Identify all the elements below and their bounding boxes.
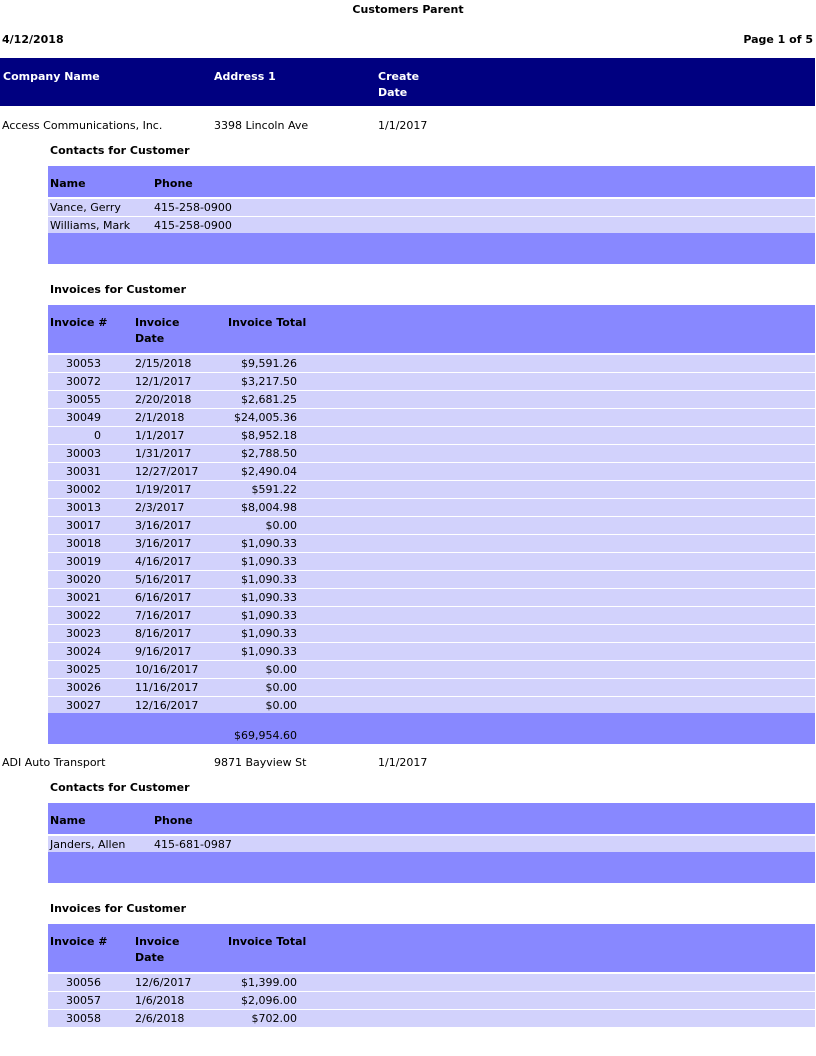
company-name: Access Communications, Inc.	[2, 119, 163, 132]
invoice-num: 30003	[66, 447, 101, 460]
invoice-date: 2/6/2018	[135, 1012, 185, 1025]
invoice-row	[48, 517, 815, 535]
col-address-1: Address 1	[214, 70, 276, 83]
invoice-date: 3/16/2017	[135, 537, 192, 550]
contact-phone: 415-681-0987	[154, 838, 232, 851]
invoice-row	[48, 643, 815, 661]
invoice-date: 4/16/2017	[135, 555, 192, 568]
invoice-total-header: Invoice Total	[228, 935, 307, 948]
invoice-total: $0.00	[265, 699, 297, 712]
invoices-title: Invoices for Customer	[50, 283, 186, 296]
invoice-date: 6/16/2017	[135, 591, 192, 604]
invoice-total: $1,090.33	[241, 573, 297, 586]
invoice-row	[48, 553, 815, 571]
invoice-num: 30055	[66, 393, 101, 406]
invoice-total: $1,090.33	[241, 609, 297, 622]
invoice-total: $1,090.33	[241, 537, 297, 550]
invoice-total: $24,005.36	[234, 411, 297, 424]
contact-name: Vance, Gerry	[50, 201, 121, 214]
invoice-num: 30049	[66, 411, 101, 424]
contact-name-header: Name	[50, 177, 86, 190]
invoices-footer	[48, 713, 815, 744]
invoice-num: 30020	[66, 573, 101, 586]
contact-name: Janders, Allen	[50, 838, 126, 851]
invoice-total: $8,952.18	[241, 429, 297, 442]
create-date: 1/1/2017	[378, 756, 428, 769]
invoice-num: 30019	[66, 555, 101, 568]
invoice-row	[48, 661, 815, 679]
invoice-date: 1/1/2017	[135, 429, 185, 442]
contact-name: Williams, Mark	[50, 219, 131, 232]
main-column-header	[0, 58, 815, 106]
invoice-date: 5/16/2017	[135, 573, 192, 586]
contacts-footer	[48, 852, 815, 883]
invoice-total: $702.00	[251, 1012, 297, 1025]
contact-phone: 415-258-0900	[154, 219, 232, 232]
invoice-num: 30023	[66, 627, 101, 640]
company-address: 3398 Lincoln Ave	[214, 119, 309, 132]
invoice-num: 30026	[66, 681, 101, 694]
company-name: ADI Auto Transport	[2, 756, 106, 769]
invoice-row	[48, 445, 815, 463]
contact-phone-header: Phone	[154, 177, 193, 190]
invoice-row	[48, 535, 815, 553]
invoice-row	[48, 391, 815, 409]
report-date: 4/12/2018	[2, 33, 64, 46]
invoice-total: $8,004.98	[241, 501, 297, 514]
invoice-row	[48, 499, 815, 517]
invoice-date: 3/16/2017	[135, 519, 192, 532]
invoice-row	[48, 625, 815, 643]
invoice-num: 30013	[66, 501, 101, 514]
invoice-num: 30018	[66, 537, 101, 550]
invoice-date: 11/16/2017	[135, 681, 199, 694]
invoices-header	[48, 305, 815, 353]
page-number: Page 1 of 5	[743, 33, 813, 46]
contact-row	[48, 199, 815, 217]
invoice-total-header: Invoice Total	[228, 316, 307, 329]
invoice-num: 30024	[66, 645, 101, 658]
invoice-total: $0.00	[265, 519, 297, 532]
invoice-total: $2,788.50	[241, 447, 297, 460]
invoice-num: 30072	[66, 375, 101, 388]
invoice-row	[48, 571, 815, 589]
company-address: 9871 Bayview St	[214, 756, 307, 769]
invoice-row	[48, 589, 815, 607]
invoice-total: $1,090.33	[241, 591, 297, 604]
invoice-num: 30027	[66, 699, 101, 712]
contact-phone-header: Phone	[154, 814, 193, 827]
invoice-date: 2/1/2018	[135, 411, 185, 424]
invoice-date: 9/16/2017	[135, 645, 192, 658]
invoice-row	[48, 974, 815, 992]
invoice-total: $0.00	[265, 663, 297, 676]
invoice-date-header: Invoice Date	[135, 316, 180, 345]
invoice-num: 30053	[66, 357, 101, 370]
invoice-date: 8/16/2017	[135, 627, 192, 640]
invoice-row	[48, 992, 815, 1010]
invoice-total: $2,681.25	[241, 393, 297, 406]
invoice-num: 30031	[66, 465, 101, 478]
invoice-num-header: Invoice #	[50, 316, 108, 329]
invoice-num: 30058	[66, 1012, 101, 1025]
invoice-total: $3,217.50	[241, 375, 297, 388]
invoice-total: $591.22	[251, 483, 297, 496]
invoice-num: 30021	[66, 591, 101, 604]
invoice-row	[48, 607, 815, 625]
invoice-row	[48, 355, 815, 373]
invoice-total: $9,591.26	[241, 357, 297, 370]
invoice-row	[48, 409, 815, 427]
invoice-total: $1,090.33	[241, 645, 297, 658]
invoice-date: 7/16/2017	[135, 609, 192, 622]
invoice-date: 1/6/2018	[135, 994, 185, 1007]
invoice-row	[48, 373, 815, 391]
contact-name-header: Name	[50, 814, 86, 827]
invoice-date: 2/15/2018	[135, 357, 192, 370]
report-title: Customers Parent	[352, 3, 464, 16]
contacts-title: Contacts for Customer	[50, 781, 190, 794]
invoice-row	[48, 679, 815, 697]
customer-row	[0, 756, 815, 770]
invoice-total: $1,090.33	[241, 555, 297, 568]
invoice-sum: $69,954.60	[234, 729, 297, 742]
invoice-total: $1,090.33	[241, 627, 297, 640]
invoice-date: 10/16/2017	[135, 663, 199, 676]
invoice-date: 1/19/2017	[135, 483, 192, 496]
invoice-date: 12/16/2017	[135, 699, 199, 712]
invoice-num: 0	[94, 429, 101, 442]
invoice-date: 12/6/2017	[135, 976, 192, 989]
invoice-date: 12/1/2017	[135, 375, 192, 388]
invoice-num: 30017	[66, 519, 101, 532]
invoice-date-header: Invoice Date	[135, 935, 180, 964]
invoice-date: 2/3/2017	[135, 501, 185, 514]
invoice-num: 30025	[66, 663, 101, 676]
invoice-date: 2/20/2018	[135, 393, 192, 406]
invoice-row	[48, 1010, 815, 1028]
invoice-total: $2,096.00	[241, 994, 297, 1007]
contacts-header	[48, 166, 815, 197]
contact-phone: 415-258-0900	[154, 201, 232, 214]
invoice-row	[48, 463, 815, 481]
invoice-num: 30057	[66, 994, 101, 1007]
invoice-num-header: Invoice #	[50, 935, 108, 948]
invoice-num: 30056	[66, 976, 101, 989]
invoice-date: 1/31/2017	[135, 447, 192, 460]
invoices-title: Invoices for Customer	[50, 902, 186, 915]
invoice-total: $1,399.00	[241, 976, 297, 989]
create-date: 1/1/2017	[378, 119, 428, 132]
invoice-row	[48, 427, 815, 445]
invoice-num: 30002	[66, 483, 101, 496]
col-create-date: Create Date	[378, 70, 420, 99]
invoice-row	[48, 481, 815, 499]
invoice-num: 30022	[66, 609, 101, 622]
invoice-date: 12/27/2017	[135, 465, 199, 478]
invoice-total: $0.00	[265, 681, 297, 694]
contacts-title: Contacts for Customer	[50, 144, 190, 157]
contacts-footer	[48, 233, 815, 264]
invoices-header	[48, 924, 815, 972]
customer-row	[0, 119, 815, 133]
contacts-header	[48, 803, 815, 834]
col-company-name: Company Name	[3, 70, 100, 83]
invoice-total: $2,490.04	[241, 465, 297, 478]
